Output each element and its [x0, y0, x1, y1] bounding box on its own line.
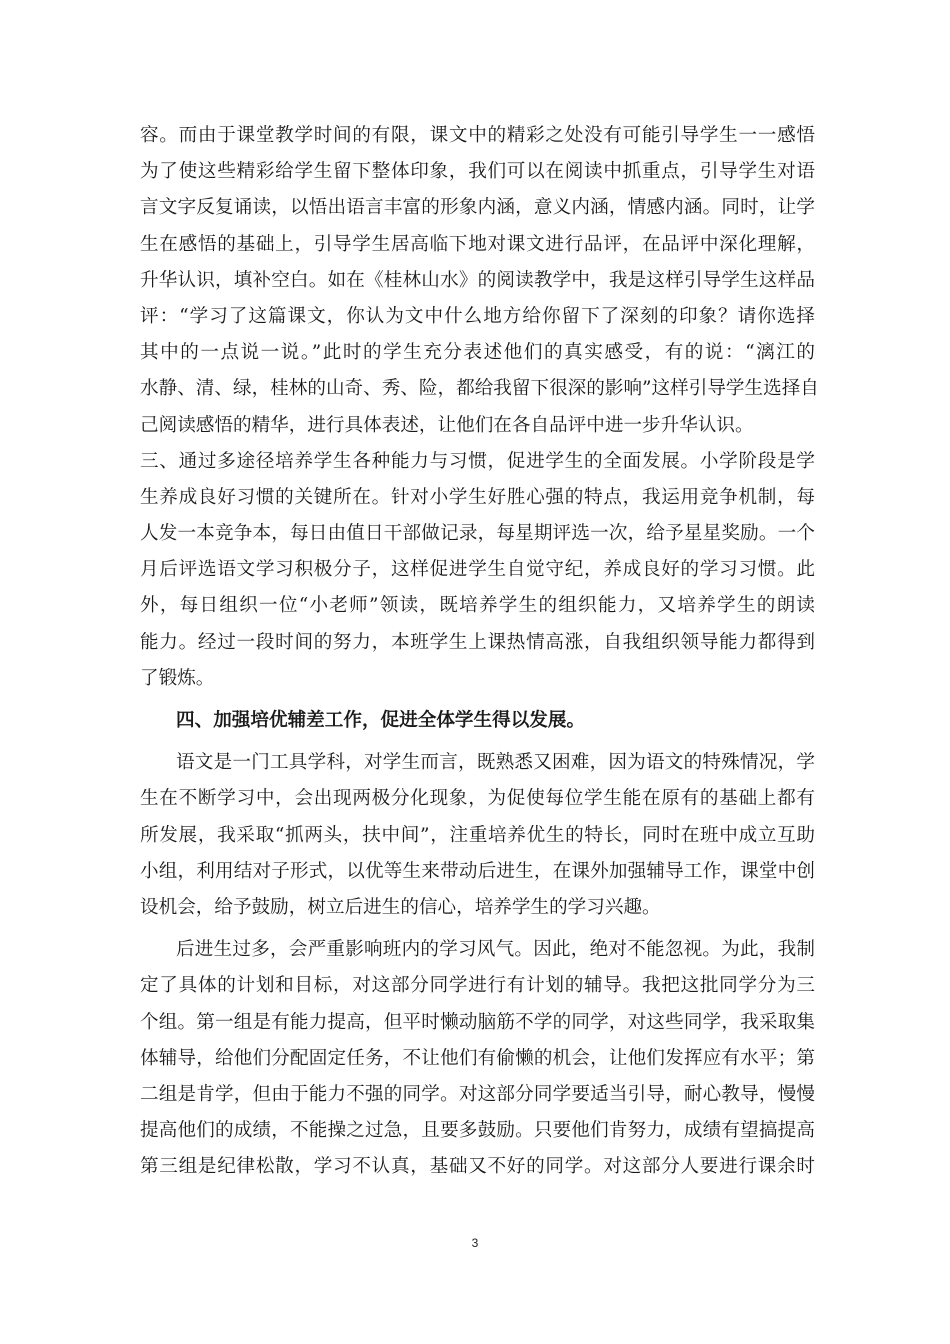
- paragraph: [140, 444, 815, 697]
- text-line: 个组。第一组是有能力提高，但平时懒动脑筋不学的同学，对这些同学，我采取集: [140, 1011, 815, 1033]
- text-line: 生在不断学习中，会出现两极分化现象，为促使每位学生能在原有的基础上都有: [140, 788, 815, 810]
- paragraph: [140, 932, 815, 1185]
- text-line: 定了具体的计划和目标，对这部分同学进行有计划的辅导。我把这批同学分为三: [140, 975, 815, 997]
- text-line: 月后评选语文学习积极分子，这样促进学生自觉守纪，养成良好的学习习惯。此: [140, 559, 815, 581]
- body-text: [140, 118, 819, 1185]
- text-line: 提高他们的成绩，不能操之过急，且要多鼓励。只要他们肯努力，成绩有望搞提高: [140, 1120, 815, 1142]
- text-line: 评：“学习了这篇课文，你认为文中什么地方给你留下了深刻的印象？请你选择: [140, 305, 815, 327]
- text-line: 己阅读感悟的精华，进行具体表述，让他们在各自品评中进一步升华认识。: [140, 414, 754, 436]
- text-line: 其中的一点说一说。”此时的学生充分表述他们的真实感受，有的说：“漓江的: [140, 342, 815, 364]
- text-line: 容。而由于课堂教学时间的有限，课文中的精彩之处没有可能引导学生一一感悟: [140, 125, 815, 146]
- text-line: 后进生过多，会严重影响班内的学习风气。因此，绝对不能忽视。为此，我制: [176, 939, 815, 961]
- text-line: 能力。经过一段时间的努力，本班学生上课热情高涨，自我组织领导能力都得到: [140, 631, 815, 653]
- text-line: 了锻炼。: [140, 667, 215, 689]
- paragraph: [140, 118, 819, 444]
- text-line: 生在感悟的基础上，引导学生居高临下地对课文进行品评，在品评中深化理解，: [140, 233, 815, 255]
- page-number: 3: [471, 1236, 479, 1250]
- paragraph: [140, 745, 815, 926]
- text-line: 生养成良好习惯的关键所在。针对小学生好胜心强的特点，我运用竞争机制，每: [140, 486, 815, 508]
- section-heading: 四、加强培优辅差工作，促进全体学生得以发展。: [176, 710, 586, 731]
- text-line: 语文是一门工具学科，对学生而言，既熟悉又困难，因为语文的特殊情况，学: [176, 752, 815, 774]
- text-line: 水静、清、绿，桂林的山奇、秀、险，都给我留下很深的影响”这样引导学生选择自: [140, 378, 819, 400]
- text-line: 所发展，我采取“抓两头，扶中间”，注重培养优生的特长，同时在班中成立互助: [140, 824, 815, 846]
- text-line: 人发一本竞争本，每日由值日干部做记录，每星期评选一次，给予星星奖励。一个: [140, 523, 815, 545]
- text-line: 升华认识，填补空白。如在《桂林山水》的阅读教学中，我是这样引导学生这样品: [140, 269, 815, 291]
- text-line: 言文字反复诵读，以悟出语言丰富的形象内涵，意义内涵，情感内涵。同时，让学: [140, 197, 815, 219]
- text-line: 小组，利用结对子形式，以优等生来带动后进生，在课外加强辅导工作，课堂中创: [140, 860, 815, 882]
- text-line: 第三组是纪律松散，学习不认真，基础又不好的同学。对这部分人要进行课余时: [140, 1156, 815, 1178]
- text-line: 外，每日组织一位“小老师”领读，既培养学生的组织能力，又培养学生的朗读: [140, 595, 815, 617]
- text-line: 二组是肯学，但由于能力不强的同学。对这部分同学要适当引导，耐心教导，慢慢: [140, 1083, 815, 1105]
- text-line: 设机会，给予鼓励，树立后进生的信心，培养学生的学习兴趣。: [140, 896, 661, 918]
- text-line: 三、通过多途径培养学生各种能力与习惯，促进学生的全面发展。小学阶段是学: [140, 450, 815, 472]
- text-line: 体辅导，给他们分配固定任务，不让他们有偷懒的机会，让他们发挥应有水平；第: [140, 1047, 815, 1069]
- text-line: 为了使这些精彩给学生留下整体印象，我们可以在阅读中抓重点，引导学生对语: [140, 161, 815, 183]
